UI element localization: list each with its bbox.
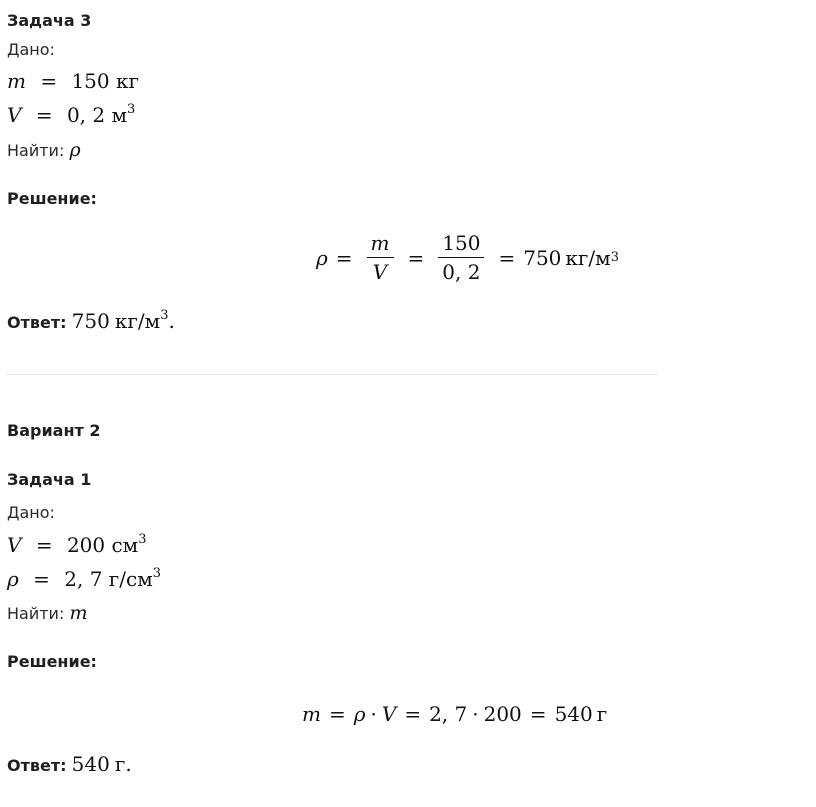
result: 540 [554, 702, 593, 726]
equals-sign: = [529, 702, 547, 726]
var-rho: ρ [7, 567, 19, 591]
find-label: Найти: [7, 141, 65, 160]
unit: см [111, 533, 139, 557]
find-var: m [69, 602, 88, 624]
result-unit: г [596, 702, 608, 726]
task1-solution-label: Решение: [7, 652, 97, 671]
task3-formula: ρ = $\frac{m}{V}$ = $\frac{150}{0, 2}$ = 750 кг/м 3 [316, 231, 619, 284]
task3-heading: Задача 3 [7, 11, 92, 30]
equals-sign: = [40, 69, 58, 93]
answer-value: 750 [71, 309, 110, 333]
denominator: V [372, 260, 388, 284]
task3-given-mass [7, 69, 139, 93]
fraction-numeric [438, 232, 484, 283]
task1-given-density [7, 567, 161, 591]
answer-label: Ответ: [7, 313, 67, 332]
var-v: V [7, 103, 22, 127]
variant2-heading: Вариант 2 [7, 421, 101, 440]
task3-answer [7, 309, 175, 335]
formula-rho: ρ [353, 702, 366, 726]
exponent: 3 [127, 102, 136, 117]
equals-sign: = [335, 245, 353, 270]
task3-find [7, 138, 81, 163]
answer-value: 540 [71, 752, 110, 776]
answer-unit: г. [114, 752, 132, 776]
answer-unit: кг/м [114, 309, 161, 333]
value: 150 [71, 69, 110, 93]
unit: м [111, 103, 128, 127]
equals-sign: = [35, 533, 53, 557]
exponent: 3 [138, 532, 147, 547]
var-m: m [7, 69, 26, 93]
horizontal-divider [7, 374, 657, 375]
result: 750 [523, 245, 562, 270]
value: 200 [66, 533, 106, 557]
task1-heading: Задача 1 [7, 470, 92, 489]
exponent: 3 [160, 308, 169, 323]
task3-solution-label: Решение: [7, 189, 97, 208]
task3-given-volume [7, 103, 135, 127]
numerator: m [367, 232, 394, 258]
equals-sign: = [498, 245, 516, 270]
task1-answer [7, 752, 132, 778]
dot-operator: · [370, 702, 377, 726]
number: 200 [483, 702, 522, 726]
value: 0, 2 [66, 103, 106, 127]
formula-m: m [302, 702, 321, 726]
task1-find [7, 601, 87, 626]
task3-given-label: Дано: [7, 40, 55, 59]
fraction-m-over-v [367, 232, 394, 283]
unit: кг [116, 69, 139, 93]
var-v: V [7, 533, 22, 557]
task1-formula [302, 702, 607, 726]
answer-period: . [168, 309, 175, 333]
equals-sign: = [33, 567, 50, 591]
task1-given-label: Дано: [7, 503, 55, 522]
find-var: ρ [69, 139, 81, 161]
answer-label: Ответ: [7, 756, 67, 775]
equals-sign: = [328, 702, 346, 726]
equals-sign: = [404, 702, 422, 726]
result-unit: кг/м [565, 245, 611, 270]
find-label: Найти: [7, 604, 65, 623]
unit: г/см [108, 567, 153, 591]
formula-v: V [381, 702, 397, 726]
numerator: 150 [438, 232, 484, 258]
formula-rho: ρ [316, 245, 328, 270]
denominator: 0, 2 [442, 260, 481, 284]
equals-sign: = [35, 103, 53, 127]
exponent: 3 [152, 566, 162, 581]
number: 2, 7 [429, 702, 468, 726]
value: 2, 7 [64, 567, 103, 591]
task1-given-volume [7, 533, 147, 557]
equals-sign: = [407, 245, 425, 270]
dot-operator: · [472, 702, 479, 726]
